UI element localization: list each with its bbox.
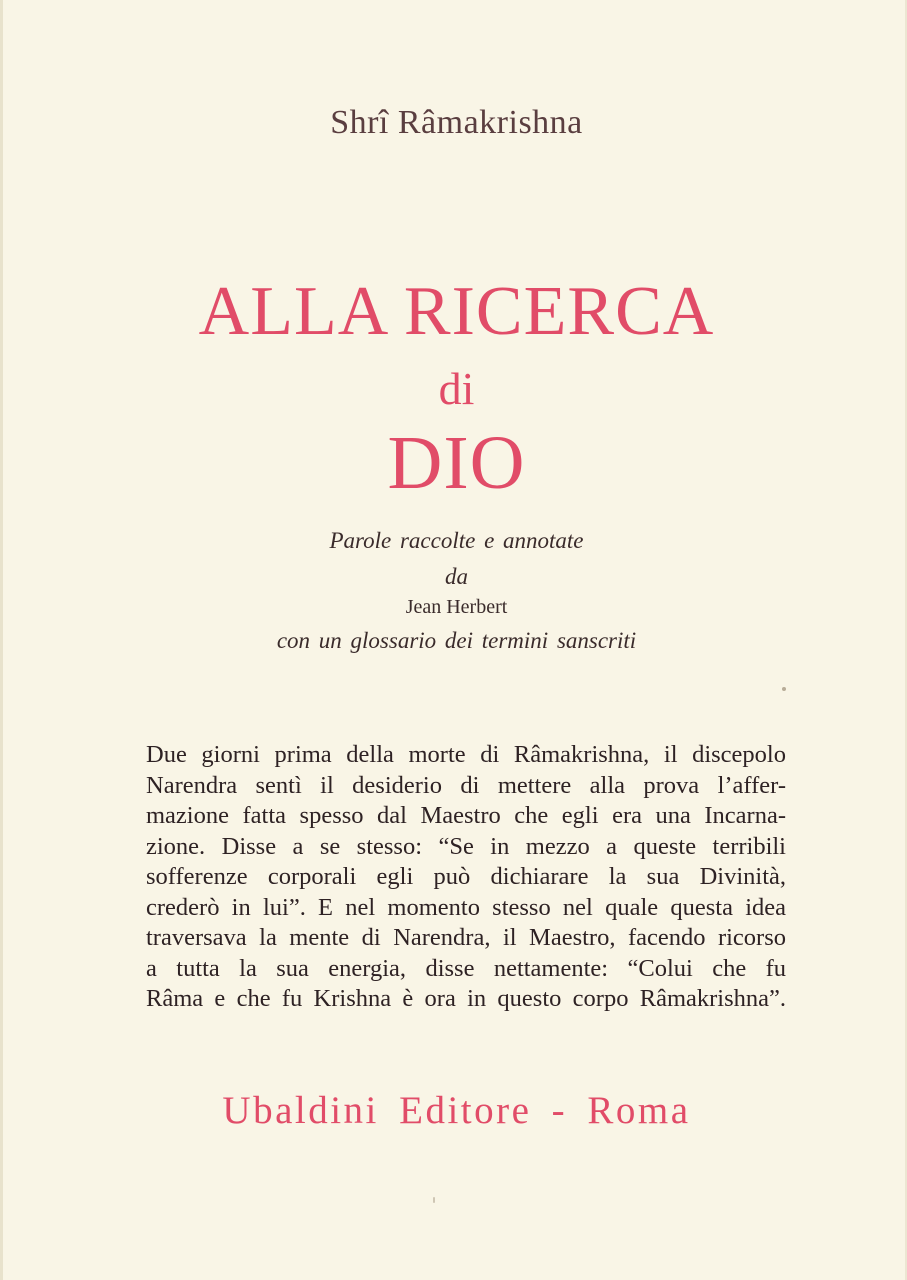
author-name: Shrî Râmakrishna bbox=[330, 104, 583, 141]
blurb-line: Râma e che fu Krishna è ora in questo corpo Râmakrishna”. bbox=[146, 985, 786, 1012]
publisher-imprint: Ubaldini Editore - Roma bbox=[222, 1089, 691, 1132]
blurb-line: Due giorni prima della morte di Râmakrishna, il discepolo bbox=[146, 741, 786, 768]
subtitle-line-4: con un glossario dei termini sanscriti bbox=[276, 628, 637, 653]
blurb-line: zione. Disse a se stesso: “Se in mezzo a queste terribili bbox=[146, 832, 786, 860]
title-dio: DIO bbox=[387, 421, 526, 505]
title-main: ALLA RICERCA bbox=[198, 273, 715, 350]
blurb-line: a tutta la sua energia, disse nettamente: “Colui che fu bbox=[146, 954, 786, 982]
blurb-line: mazione fatta spesso dal Maestro che egli era una Incarna- bbox=[146, 802, 786, 829]
paper-speck bbox=[782, 687, 786, 691]
blurb-line: sofferenze corporali egli può dichiarare la sua Divinità, bbox=[146, 863, 786, 890]
editor-name: Jean Herbert bbox=[405, 596, 508, 618]
blurb-line: crederò in lui”. E nel momento stesso nel quale questa idea bbox=[146, 893, 786, 921]
title-connector: di bbox=[438, 363, 475, 414]
blurb-line: traversava la mente di Narendra, il Maestro, facendo ricorso bbox=[146, 924, 786, 951]
blurb-line: Narendra sentì il desiderio di mettere alla prova l’affer- bbox=[146, 771, 786, 799]
subtitle-line-1: Parole raccolte e annotate bbox=[329, 528, 584, 553]
blurb-paragraph bbox=[146, 740, 786, 1015]
subtitle-line-2: da bbox=[445, 564, 468, 589]
paper-speck bbox=[433, 1197, 435, 1203]
